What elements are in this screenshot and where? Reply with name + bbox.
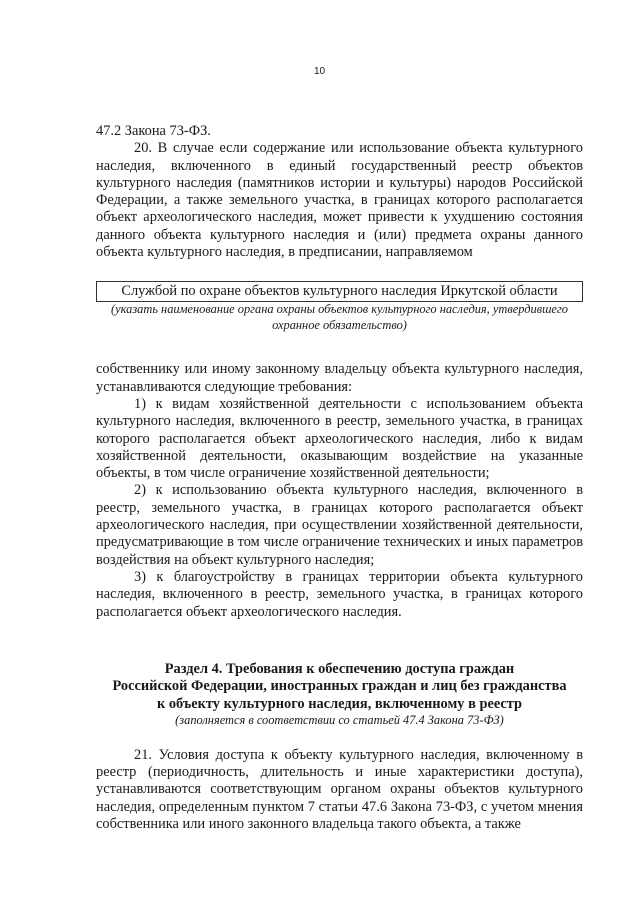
authority-field: Службой по охране объектов культурного наследия Иркутской области [96,281,583,302]
document-body [96,123,583,833]
authority-field-note: (указать наименование органа охраны объектов культурного наследия, утвердившего охранное обязательство) [111,302,568,332]
paragraph-reference: 47.2 Закона 73-ФЗ. [96,123,211,139]
paragraph-20: 20. В случае если содержание или использование объекта культурного наследия, включенного в единый государственный реестр объектов культурного наследия (памятников истории и культуры) народов Российской Федерации, а также земельного участка, в границах которого располагается объект археологического наследия, может привести к ухудшению состояния данного объекта культурного наследия и (или) предмета охраны данного объекта культурного наследия, в предписании, направляемом [96,140,583,261]
paragraph-21: 21. Условия доступа к объекту культурного наследия, включенному в реестр (периодичность, длительность и иные характеристики доступа), устанавливаются соответствующим органом охраны объектов культурного наследия, определенным пунктом 7 статьи 47.6 Закона 73-ФЗ, с учетом мнения собственника или иного законного владельца такого объекта, а также [96,746,583,833]
section-title-line: Российской Федерации, иностранных граждан и лиц без гражданства [112,678,567,695]
requirement-1: 1) к видам хозяйственной деятельности с использованием объекта культурного наследия, включенного в реестр, земельного участка, в границах которого располагается объект археологического наследия, либо к видам хозяйственной деятельности, оказывающим воздействие на указанные объекты, в том числе ограничение хозяйственной деятельности; [96,395,583,482]
page-number: 10 [313,66,326,77]
section-title-line: к объекту культурного наследия, включенному в реестр [156,695,523,712]
requirement-2: 2) к использованию объекта культурного наследия, включенного в реестр, земельного участка, в границах которого располагается объект археологического наследия, при осуществлении хозяйственной деятельности, предусматривающие в том числе ограничение технических и иных параметров воздействия на объект культурного наследия; [96,482,583,568]
section-title-line: Раздел 4. Требования к обеспечению доступа граждан [164,660,515,677]
section-4-note: (заполняется в соответствии со статьей 47.4 Закона 73-ФЗ) [175,713,504,728]
paragraph-owner: собственнику или иному законному владельцу объекта культурного наследия, устанавливаются следующие требования: [96,361,583,395]
section-4-heading [96,661,583,714]
requirement-3: 3) к благоустройству в границах территории объекта культурного наследия, включенного в реестр, земельного участка, в границах которого располагается объект археологического наследия. [96,568,583,620]
